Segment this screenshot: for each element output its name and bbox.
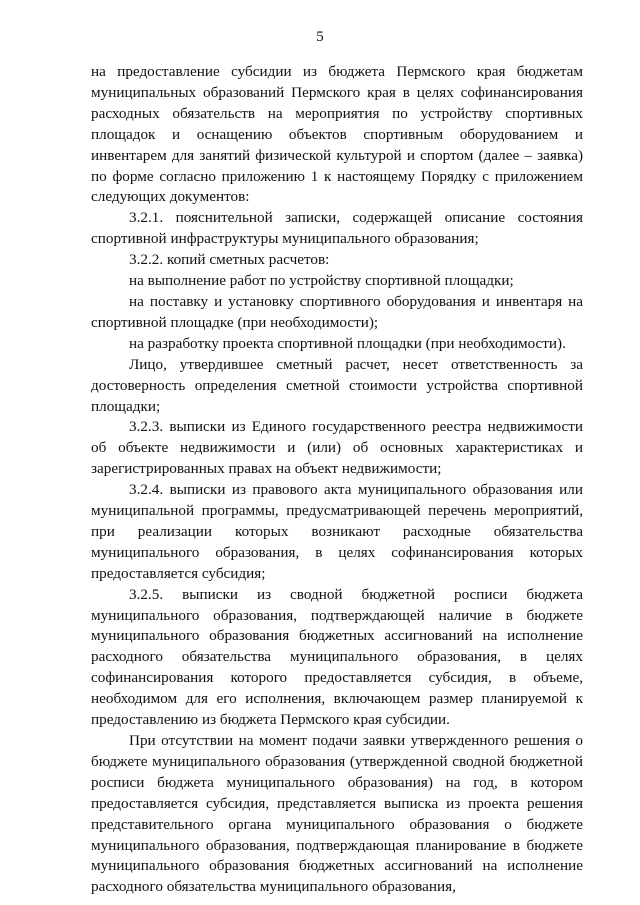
paragraph-application-intro: на предоставление субсидии из бюджета Пермского края бюджетам муниципальных образований Пермского края в целях софинансирования расходных обязательств на мероприятия по устройству спортивных площадок и оснащению объектов спортивным оборудованием и инвентарем для занятий физической культурой и спортом (далее – заявка) по форме согласно приложению 1 к настоящему Порядку с приложением следующих документов: [91,63,583,206]
paragraph-project-estimate: на разработку проекта спортивной площадки (при необходимости). [129,334,566,352]
paragraph-equipment-estimate: на поставку и установку спортивного оборудования и инвентаря на спортивной площадке (при необходимости); [91,292,583,331]
paragraph-3-2-1: 3.2.1. пояснительной записки, содержащей описание состояния спортивной инфраструктуры муниципального образования; [91,209,583,248]
paragraph-3-2-2: 3.2.2. копий сметных расчетов: [129,251,330,269]
page-number: 5 [316,29,324,45]
paragraph-works-estimate: на выполнение работ по устройству спортивной площадки; [129,272,514,290]
paragraph-3-2-4: 3.2.4. выписки из правового акта муниципального образования или муниципальной программы, предусматривающей перечень мероприятий, при реализации которых возникают расходные обязательства муниципального образования, в целях софинансирования которых предоставляется субсидия; [91,481,583,582]
paragraph-3-2-5: 3.2.5. выписки из сводной бюджетной росписи бюджета муниципального образования, подтверждающей наличие в бюджете муниципального образования бюджетных ассигнований на исполнение расходного обязательства муниципального образования, в целях софинансирования которого предоставляется субсидия, в объеме, необходимом для его исполнения, включающем размер планируемой к предоставлению из бюджета Пермского края субсидии. [91,585,583,729]
document-body [91,62,583,898]
paragraph-responsibility: Лицо, утвердившее сметный расчет, несет ответственность за достоверность определения сметной стоимости устройства спортивной площадки; [91,355,583,415]
paragraph-3-2-3: 3.2.3. выписки из Единого государственного реестра недвижимости об объекте недвижимости и (или) об основных характеристиках и зарегистрированных правах на объект недвижимости; [91,418,583,478]
paragraph-budget-absence: При отсутствии на момент подачи заявки утвержденного решения о бюджете муниципального образования (утвержденной сводной бюджетной росписи бюджета муниципального образования) на год, в котором предоставляется субсидия, представляется выписка из проекта решения представительного органа муниципального образования о бюджете муниципального образования, подтверждающая планирование в бюджете муниципального образования бюджетных ассигнований на исполнение расходного обязательства муниципального образования, [91,732,583,896]
